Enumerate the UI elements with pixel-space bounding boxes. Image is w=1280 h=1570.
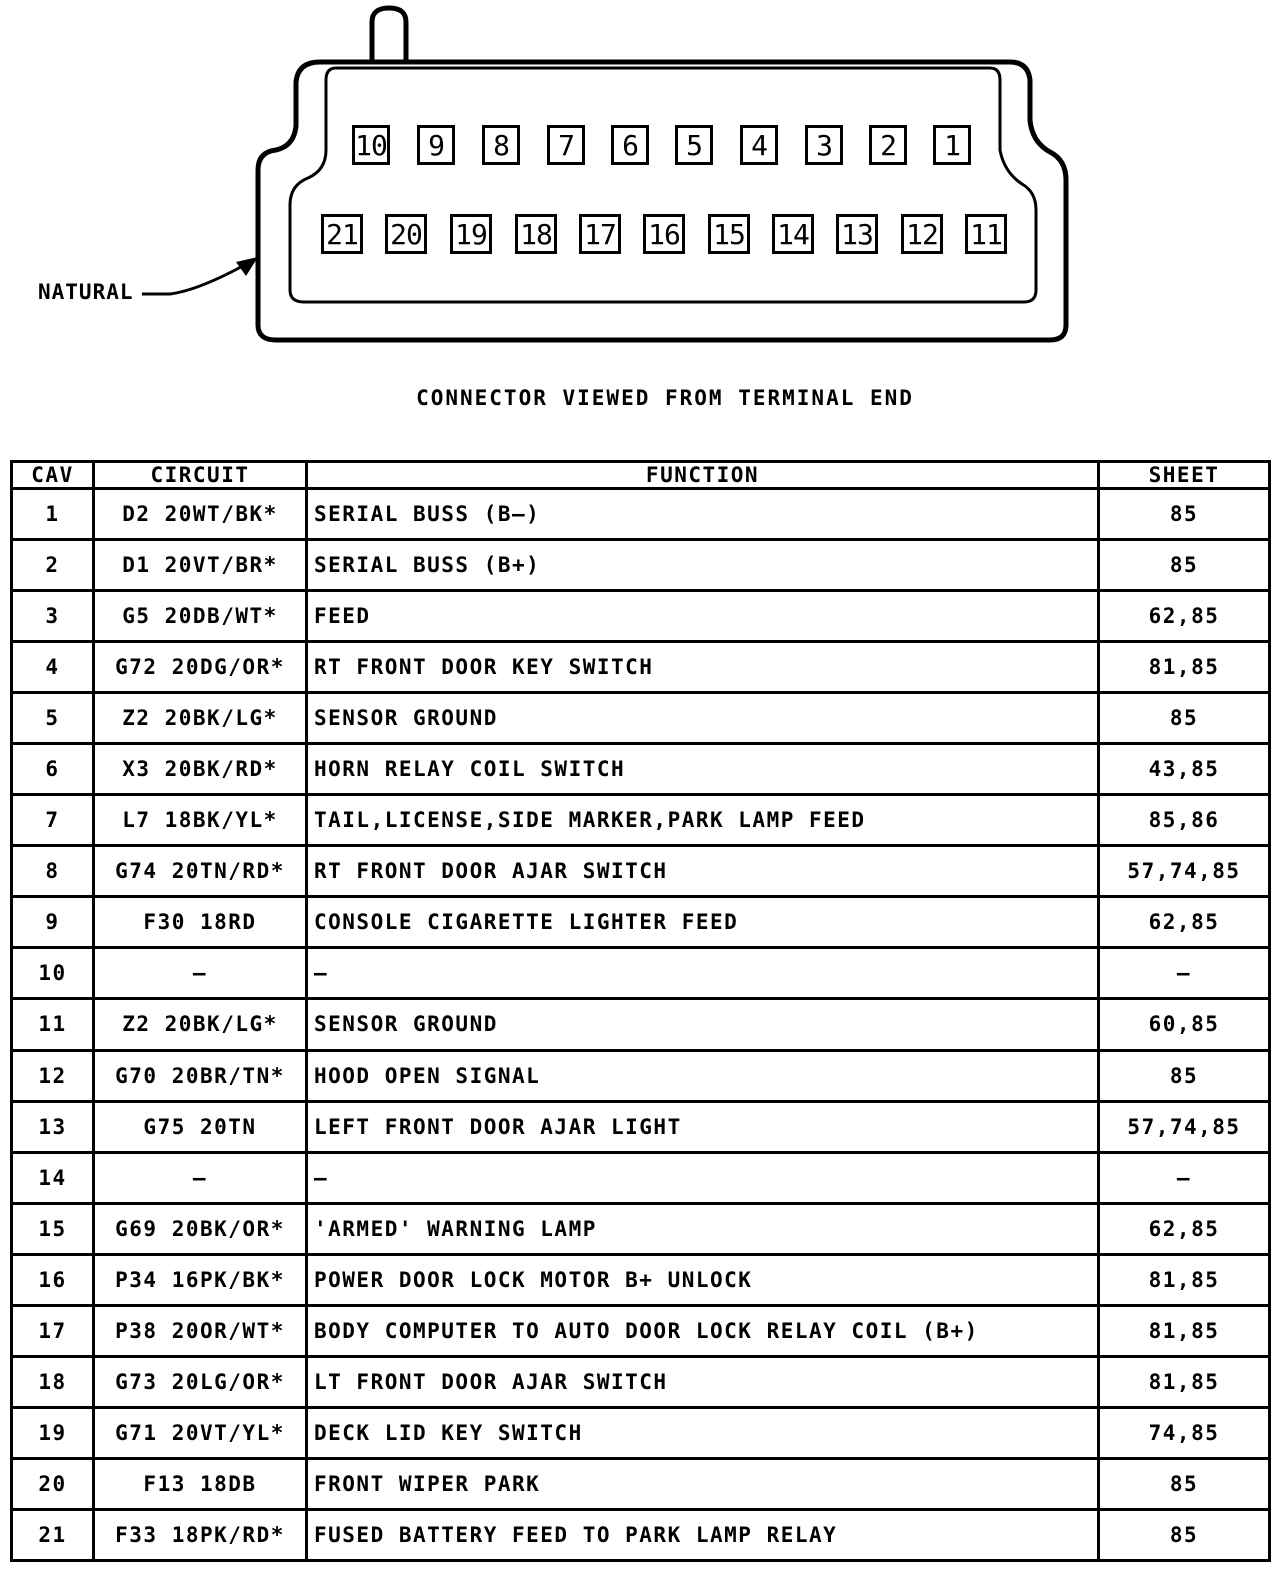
sheet-cell: 85 — [1099, 540, 1270, 591]
cav-cell: 4 — [12, 642, 94, 693]
pin-cavity: 10 — [352, 125, 390, 165]
circuit-cell: G70 20BR/TN* — [94, 1050, 307, 1101]
function-cell: 'ARMED' WARNING LAMP — [307, 1203, 1099, 1254]
circuit-cell: D2 20WT/BK* — [94, 489, 307, 540]
circuit-cell: F33 18PK/RD* — [94, 1509, 307, 1560]
function-cell: SERIAL BUSS (B–) — [307, 489, 1099, 540]
sheet-cell: 81,85 — [1099, 1356, 1270, 1407]
circuit-cell: G69 20BK/OR* — [94, 1203, 307, 1254]
table-row — [12, 897, 1270, 948]
table-row — [12, 693, 1270, 744]
table-row — [12, 1509, 1270, 1560]
circuit-cell: P38 20OR/WT* — [94, 1305, 307, 1356]
pin-cavity: 4 — [740, 125, 778, 165]
pin-cavity: 17 — [579, 214, 621, 254]
function-cell: LEFT FRONT DOOR AJAR LIGHT — [307, 1101, 1099, 1152]
table-row — [12, 1356, 1270, 1407]
table-row — [12, 999, 1270, 1050]
table-row — [12, 846, 1270, 897]
circuit-cell: P34 16PK/BK* — [94, 1254, 307, 1305]
cav-cell: 7 — [12, 795, 94, 846]
table-header-row — [12, 462, 1270, 489]
circuit-cell: L7 18BK/YL* — [94, 795, 307, 846]
sheet-cell: 74,85 — [1099, 1407, 1270, 1458]
circuit-cell: Z2 20BK/LG* — [94, 999, 307, 1050]
pin-cavity: 16 — [643, 214, 685, 254]
pin-cavity: 15 — [708, 214, 750, 254]
pin-cavity: 7 — [547, 125, 585, 165]
circuit-cell: G72 20DG/OR* — [94, 642, 307, 693]
table-row — [12, 795, 1270, 846]
cav-cell: 20 — [12, 1458, 94, 1509]
pin-cavity: 18 — [515, 214, 557, 254]
header-cav: CAV — [12, 462, 94, 489]
sheet-cell: 57,74,85 — [1099, 1101, 1270, 1152]
circuit-cell: X3 20BK/RD* — [94, 744, 307, 795]
sheet-cell: 85 — [1099, 489, 1270, 540]
pin-cavity: 14 — [772, 214, 814, 254]
connector-diagram — [0, 0, 1280, 360]
sheet-cell: 62,85 — [1099, 591, 1270, 642]
circuit-cell: — — [94, 1152, 307, 1203]
sheet-cell: 85 — [1099, 1509, 1270, 1560]
cav-cell: 8 — [12, 846, 94, 897]
cav-cell: 12 — [12, 1050, 94, 1101]
pin-cavity: 9 — [417, 125, 455, 165]
circuit-cell: D1 20VT/BR* — [94, 540, 307, 591]
sheet-cell: 85 — [1099, 1050, 1270, 1101]
pinout-table — [10, 460, 1271, 1562]
cav-cell: 17 — [12, 1305, 94, 1356]
pin-cavity: 2 — [869, 125, 907, 165]
table-row — [12, 489, 1270, 540]
connector-outline — [0, 0, 1280, 360]
natural-label: NATURAL — [38, 280, 134, 304]
function-cell: DECK LID KEY SWITCH — [307, 1407, 1099, 1458]
function-cell: SENSOR GROUND — [307, 999, 1099, 1050]
pin-cavity: 1 — [933, 125, 971, 165]
function-cell: SERIAL BUSS (B+) — [307, 540, 1099, 591]
pin-cavity: 3 — [805, 125, 843, 165]
circuit-cell: G71 20VT/YL* — [94, 1407, 307, 1458]
cav-cell: 3 — [12, 591, 94, 642]
pin-cavity: 11 — [965, 214, 1007, 254]
cav-cell: 14 — [12, 1152, 94, 1203]
circuit-cell: G75 20TN — [94, 1101, 307, 1152]
table-row — [12, 1101, 1270, 1152]
table-row — [12, 1407, 1270, 1458]
pin-cavity: 20 — [385, 214, 427, 254]
table-row — [12, 642, 1270, 693]
cav-cell: 10 — [12, 948, 94, 999]
circuit-cell: G5 20DB/WT* — [94, 591, 307, 642]
sheet-cell: 85,86 — [1099, 795, 1270, 846]
table-row — [12, 1254, 1270, 1305]
table-row — [12, 591, 1270, 642]
cav-cell: 21 — [12, 1509, 94, 1560]
function-cell: — — [307, 1152, 1099, 1203]
sheet-cell: — — [1099, 1152, 1270, 1203]
header-function: FUNCTION — [307, 462, 1099, 489]
cav-cell: 13 — [12, 1101, 94, 1152]
table-row — [12, 1458, 1270, 1509]
pin-cavity: 6 — [611, 125, 649, 165]
function-cell: BODY COMPUTER TO AUTO DOOR LOCK RELAY COIL (B+) — [307, 1305, 1099, 1356]
sheet-cell: 81,85 — [1099, 1305, 1270, 1356]
sheet-cell: 57,74,85 — [1099, 846, 1270, 897]
table-row — [12, 1152, 1270, 1203]
function-cell: TAIL,LICENSE,SIDE MARKER,PARK LAMP FEED — [307, 795, 1099, 846]
table-row — [12, 948, 1270, 999]
pin-cavity: 5 — [675, 125, 713, 165]
cav-cell: 1 — [12, 489, 94, 540]
cav-cell: 6 — [12, 744, 94, 795]
cav-cell: 16 — [12, 1254, 94, 1305]
pin-cavity: 21 — [321, 214, 363, 254]
circuit-cell: F30 18RD — [94, 897, 307, 948]
sheet-cell: — — [1099, 948, 1270, 999]
function-cell: POWER DOOR LOCK MOTOR B+ UNLOCK — [307, 1254, 1099, 1305]
function-cell: HOOD OPEN SIGNAL — [307, 1050, 1099, 1101]
circuit-cell: Z2 20BK/LG* — [94, 693, 307, 744]
function-cell: RT FRONT DOOR AJAR SWITCH — [307, 846, 1099, 897]
pin-cavity: 12 — [901, 214, 943, 254]
table-row — [12, 1305, 1270, 1356]
header-sheet: SHEET — [1099, 462, 1270, 489]
function-cell: RT FRONT DOOR KEY SWITCH — [307, 642, 1099, 693]
cav-cell: 5 — [12, 693, 94, 744]
sheet-cell: 85 — [1099, 1458, 1270, 1509]
function-cell: FRONT WIPER PARK — [307, 1458, 1099, 1509]
sheet-cell: 62,85 — [1099, 897, 1270, 948]
sheet-cell: 60,85 — [1099, 999, 1270, 1050]
sheet-cell: 81,85 — [1099, 1254, 1270, 1305]
pin-cavity: 19 — [450, 214, 492, 254]
function-cell: FEED — [307, 591, 1099, 642]
circuit-cell: G74 20TN/RD* — [94, 846, 307, 897]
cav-cell: 2 — [12, 540, 94, 591]
circuit-cell: G73 20LG/OR* — [94, 1356, 307, 1407]
cav-cell: 9 — [12, 897, 94, 948]
table-row — [12, 540, 1270, 591]
cav-cell: 15 — [12, 1203, 94, 1254]
sheet-cell: 62,85 — [1099, 1203, 1270, 1254]
function-cell: SENSOR GROUND — [307, 693, 1099, 744]
cav-cell: 19 — [12, 1407, 94, 1458]
pin-cavity: 8 — [482, 125, 520, 165]
table-row — [12, 1203, 1270, 1254]
diagram-caption: CONNECTOR VIEWED FROM TERMINAL END — [416, 386, 914, 410]
function-cell: HORN RELAY COIL SWITCH — [307, 744, 1099, 795]
table-body — [12, 489, 1270, 1561]
function-cell: CONSOLE CIGARETTE LIGHTER FEED — [307, 897, 1099, 948]
function-cell: FUSED BATTERY FEED TO PARK LAMP RELAY — [307, 1509, 1099, 1560]
cav-cell: 11 — [12, 999, 94, 1050]
header-circuit: CIRCUIT — [94, 462, 307, 489]
circuit-cell: F13 18DB — [94, 1458, 307, 1509]
table-row — [12, 744, 1270, 795]
table-row — [12, 1050, 1270, 1101]
circuit-cell: — — [94, 948, 307, 999]
sheet-cell: 81,85 — [1099, 642, 1270, 693]
sheet-cell: 85 — [1099, 693, 1270, 744]
function-cell: LT FRONT DOOR AJAR SWITCH — [307, 1356, 1099, 1407]
function-cell: — — [307, 948, 1099, 999]
sheet-cell: 43,85 — [1099, 744, 1270, 795]
cav-cell: 18 — [12, 1356, 94, 1407]
pin-cavity: 13 — [836, 214, 878, 254]
